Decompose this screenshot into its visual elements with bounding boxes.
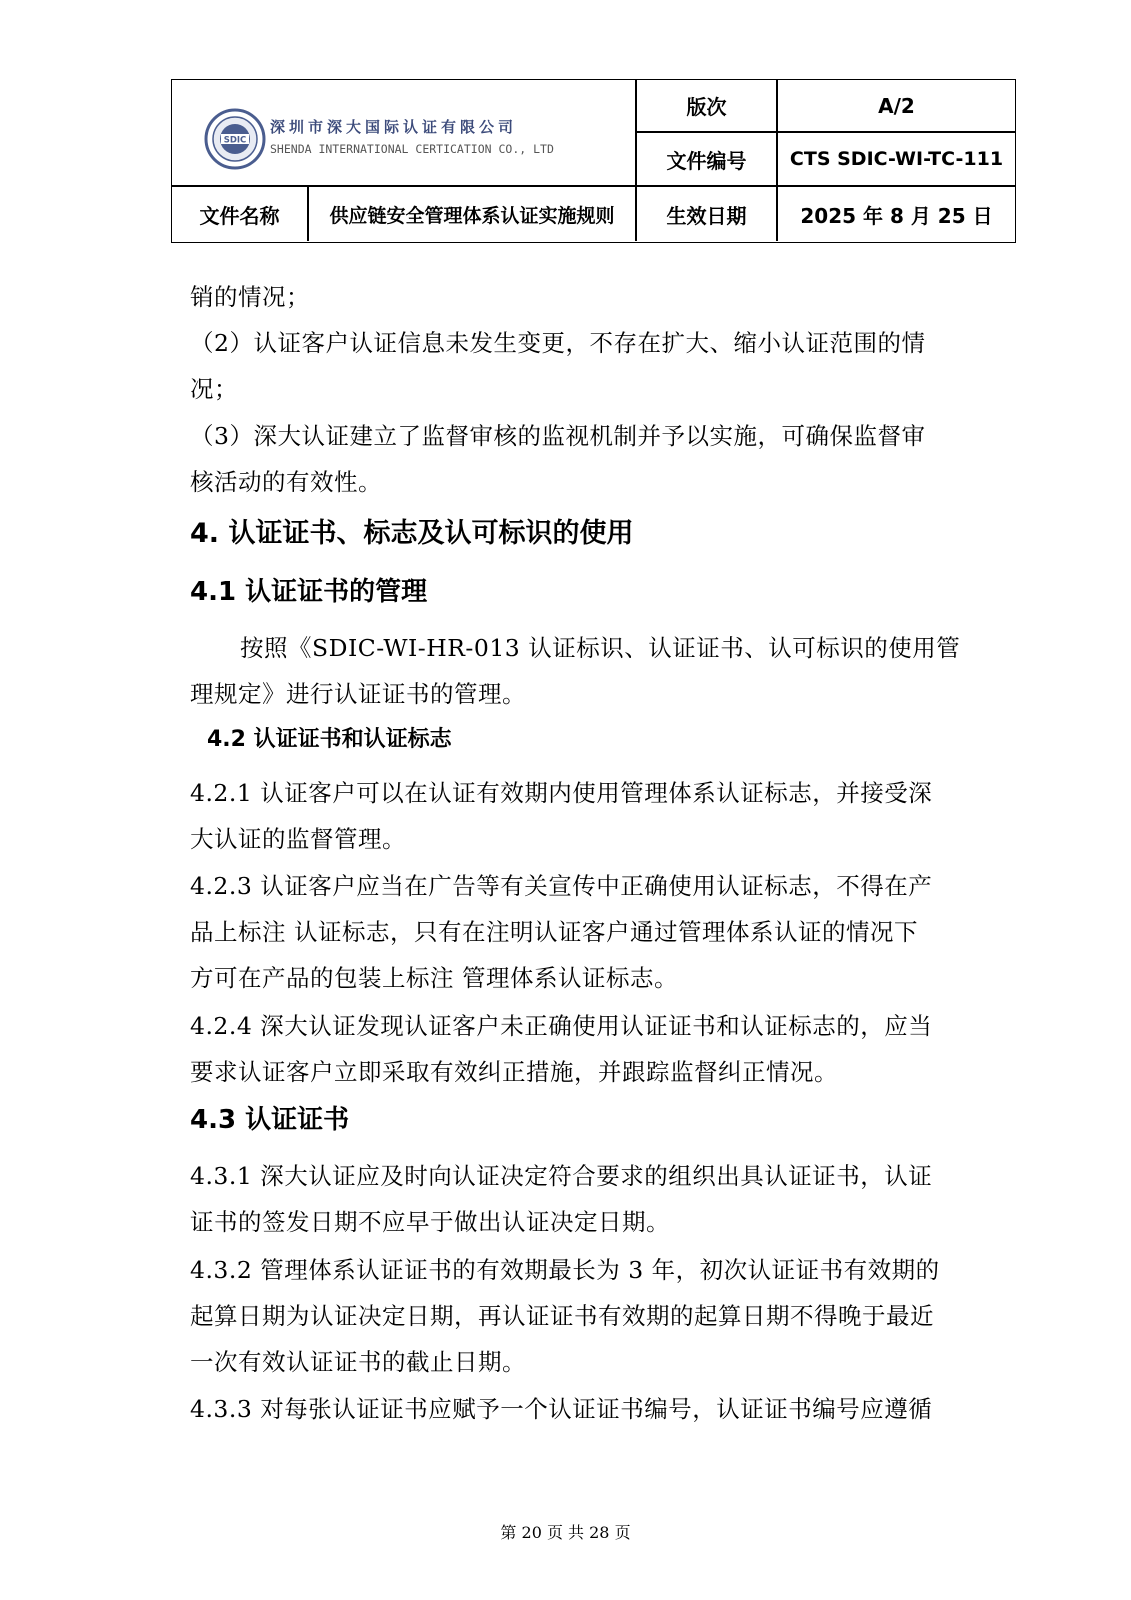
section-heading-4: 4. 认证证书、标志及认可标识的使用: [190, 518, 634, 549]
paragraph-line: （3）深大认证建立了监督审核的监视机制并予以实施，可确保监督审: [190, 422, 926, 450]
effective-date-value: 2025 年 8 月 25 日: [800, 203, 993, 228]
paragraph-line: 4.2.1 认证客户可以在认证有效期内使用管理体系认证标志，并接受深: [190, 779, 933, 807]
document-number-value: CTS SDIC-WI-TC-111: [789, 148, 1004, 170]
section-heading-4-3: 4.3 认证证书: [190, 1105, 350, 1135]
paragraph-line: 起算日期为认证决定日期，再认证证书有效期的起算日期不得晚于最近: [190, 1302, 934, 1330]
paragraph-line: 一次有效认证证书的截止日期。: [190, 1348, 526, 1376]
paragraph-line: 4.2.4 深大认证发现认证客户未正确使用认证证书和认证标志的，应当: [190, 1012, 933, 1040]
paragraph-line: 4.2.3 认证客户应当在广告等有关宣传中正确使用认证标志，不得在产: [190, 872, 933, 900]
document-number-label: 文件编号: [666, 148, 747, 173]
paragraph-line: 理规定》进行认证证书的管理。: [190, 680, 526, 708]
paragraph-line: 按照《SDIC-WI-HR-013 认证标识、认证证书、认可标识的使用管: [240, 634, 961, 662]
paragraph-line: 方可在产品的包装上标注 管理体系认证标志。: [190, 964, 678, 992]
company-name-cn: 深圳市深大国际认证有限公司: [270, 118, 518, 136]
page-footer: 第 20 页 共 28 页: [500, 1523, 631, 1542]
seal-text: SDIC: [223, 135, 247, 146]
paragraph-line: 核活动的有效性。: [190, 468, 382, 496]
section-heading-4-1: 4.1 认证证书的管理: [190, 577, 428, 607]
paragraph-line: 要求认证客户立即采取有效纠正措施，并跟踪监督纠正情况。: [190, 1058, 838, 1086]
paragraph-line: （2）认证客户认证信息未发生变更，不存在扩大、缩小认证范围的情: [190, 329, 926, 357]
company-name-en: SHENDA INTERNATIONAL CERTICATION CO., LTD: [270, 142, 554, 156]
paragraph-line: 况；: [190, 375, 238, 403]
company-logo: [172, 80, 644, 186]
version-label: 版次: [686, 95, 727, 119]
version-value: A/2: [878, 93, 915, 118]
document-name-label: 文件名称: [199, 203, 280, 228]
paragraph-line: 4.3.2 管理体系认证证书的有效期最长为 3 年，初次认证证书有效期的: [190, 1256, 940, 1284]
paragraph-line: 4.3.1 深大认证应及时向认证决定符合要求的组织出具认证证书，认证: [190, 1162, 933, 1190]
document-header-table: [171, 79, 1016, 243]
paragraph-line: 证书的签发日期不应早于做出认证决定日期。: [190, 1208, 670, 1236]
paragraph-line: 4.3.3 对每张认证证书应赋予一个认证证书编号，认证证书编号应遵循: [190, 1395, 933, 1423]
paragraph-line: 品上标注 认证标志，只有在注明认证客户通过管理体系认证的情况下: [190, 918, 918, 946]
effective-date-label: 生效日期: [666, 203, 747, 228]
section-heading-4-2: 4.2 认证证书和认证标志: [207, 727, 452, 752]
paragraph-line: 销的情况；: [190, 283, 310, 311]
paragraph-line: 大认证的监督管理。: [190, 825, 406, 853]
company-seal-icon: [204, 108, 266, 170]
document-name-value: 供应链安全管理体系认证实施规则: [329, 204, 615, 227]
